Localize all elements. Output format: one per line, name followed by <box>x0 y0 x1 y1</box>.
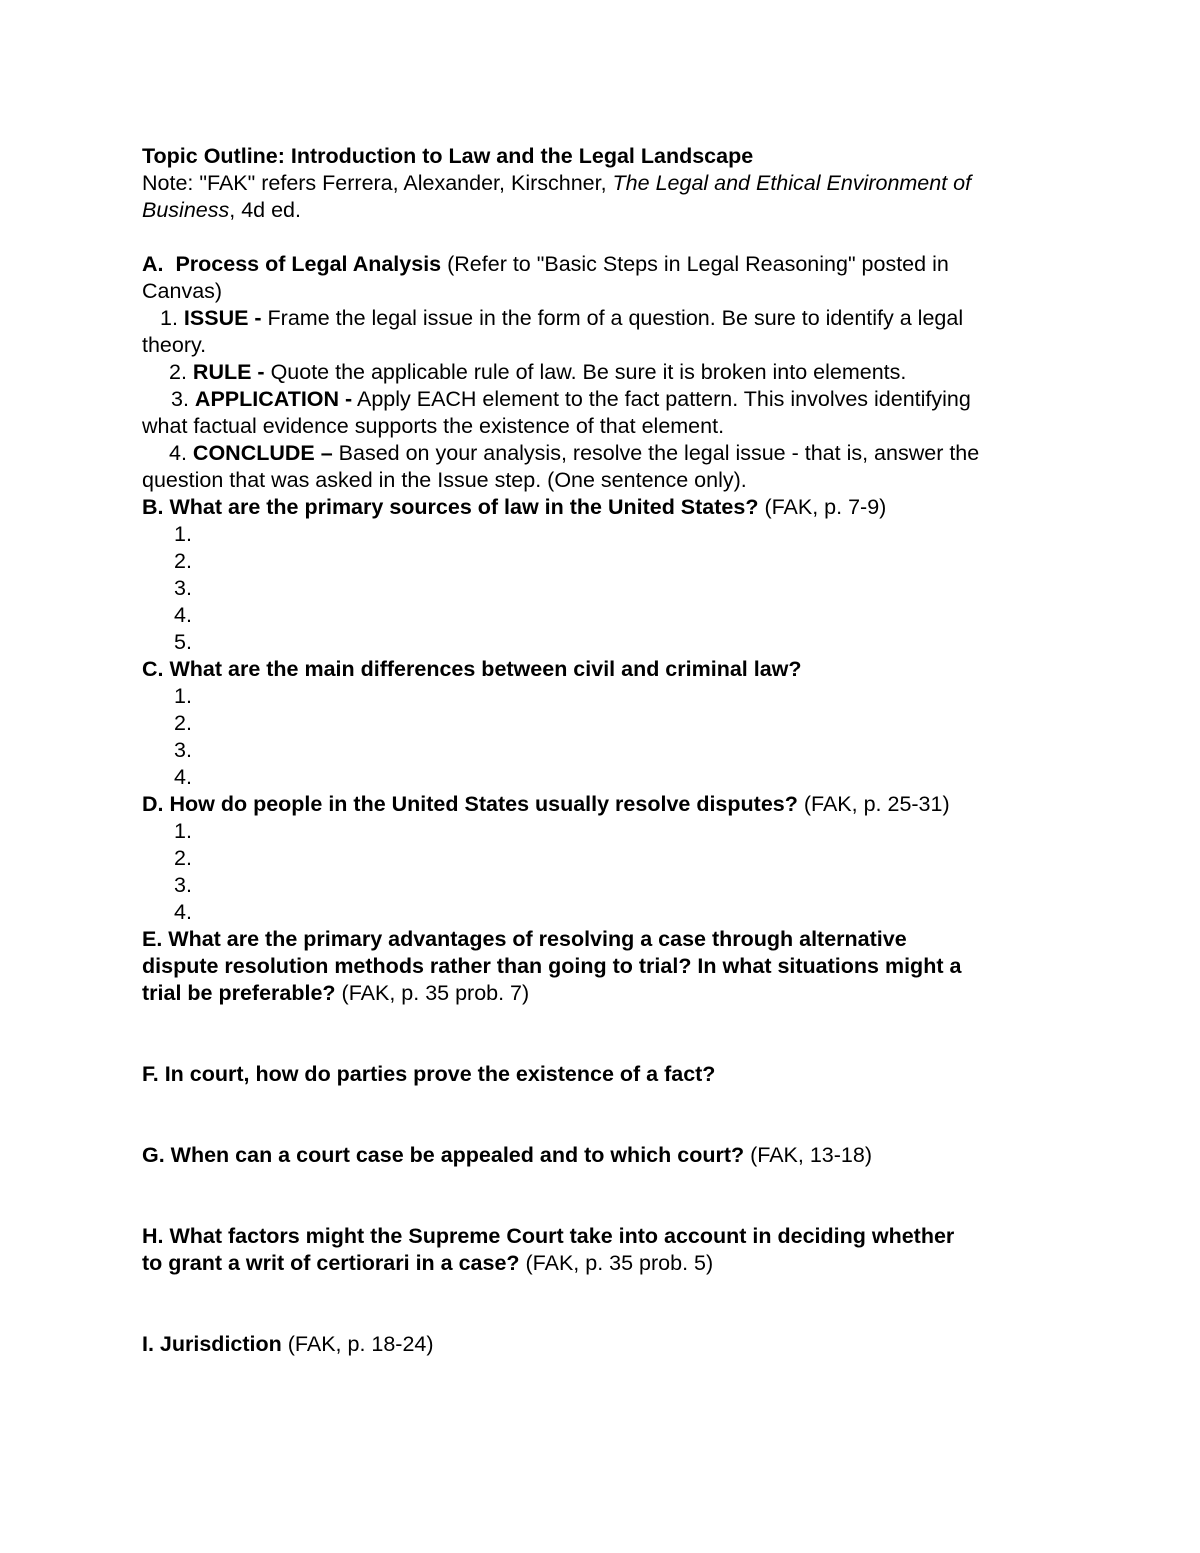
spacer <box>142 1277 1082 1331</box>
step-conclude <box>142 440 1082 467</box>
list-item: 1. <box>174 819 192 843</box>
section-d-ref: (FAK, p. 25-31) <box>797 792 950 816</box>
section-a-ref: (Refer to "Basic Steps in Legal Reasoning" posted in <box>441 252 949 276</box>
section-a-heading <box>142 251 1082 278</box>
step-text: Based on your analysis, resolve the legal issue - that is, answer the <box>332 441 980 465</box>
section-b-ref: (FAK, p. 7-9) <box>758 495 887 519</box>
section-i-ref: (FAK, p. 18-24) <box>281 1332 434 1356</box>
spacer <box>142 1007 1082 1061</box>
note-line-2 <box>142 197 1082 224</box>
list-item: 4. <box>174 603 192 627</box>
section-a-letter: A. <box>142 252 164 276</box>
section-g-ref: (FAK, 13-18) <box>744 1143 872 1167</box>
section-f-heading: F. In court, how do parties prove the existence of a fact? <box>142 1062 716 1086</box>
section-c-heading: C. What are the main differences between civil and criminal law? <box>142 657 802 681</box>
step-issue-cont: theory. <box>142 333 207 357</box>
section-a-title: Process of Legal Analysis <box>175 252 442 276</box>
list-item: 2. <box>174 549 192 573</box>
step-number: 3. <box>171 387 189 411</box>
document-title: Topic Outline: Introduction to Law and the Legal Landscape <box>142 144 754 168</box>
spacer <box>142 224 1082 251</box>
step-application-cont: what factual evidence supports the existence of that element. <box>142 414 725 438</box>
note-suffix: , 4d ed. <box>229 198 301 222</box>
list-item: 3. <box>174 873 192 897</box>
list-item: 1. <box>174 684 192 708</box>
section-h-ref: (FAK, p. 35 prob. 5) <box>519 1251 714 1275</box>
step-application <box>142 386 1082 413</box>
section-g-question: G. When can a court case be appealed and to which court? <box>142 1143 745 1167</box>
step-label: ISSUE - <box>183 306 262 330</box>
step-issue <box>142 305 1082 332</box>
list-item: 3. <box>174 738 192 762</box>
list-item: 3. <box>174 576 192 600</box>
section-e-line-2: dispute resolution methods rather than going to trial? In what situations might a <box>142 954 962 978</box>
spacer <box>142 1088 1082 1142</box>
section-e-line-3 <box>142 980 1082 1007</box>
list-item: 1. <box>174 522 192 546</box>
book-title-part-2: Business <box>142 198 230 222</box>
section-a-ref-cont: Canvas) <box>142 279 223 303</box>
section-e-ref: (FAK, p. 35 prob. 7) <box>335 981 530 1005</box>
list-item: 5. <box>174 630 192 654</box>
section-b-heading <box>142 494 1082 521</box>
step-text: Apply EACH element to the fact pattern. This involves identifying <box>352 387 971 411</box>
spacer <box>142 1169 1082 1223</box>
list-item: 4. <box>174 765 192 789</box>
book-title-part-1: The Legal and Ethical Environment of <box>612 171 972 195</box>
section-h-line-2 <box>142 1250 1082 1277</box>
step-number: 1. <box>160 306 178 330</box>
list-item: 4. <box>174 900 192 924</box>
section-b-question: B. What are the primary sources of law in the United States? <box>142 495 759 519</box>
step-label: APPLICATION - <box>194 387 353 411</box>
section-h-question-end: to grant a writ of certiorari in a case? <box>142 1251 520 1275</box>
section-i-title: I. Jurisdiction <box>142 1332 282 1356</box>
document-page <box>142 143 1082 1358</box>
step-label: RULE - <box>192 360 265 384</box>
section-d-question: D. How do people in the United States usually resolve disputes? <box>142 792 798 816</box>
list-item: 2. <box>174 846 192 870</box>
section-g-heading <box>142 1142 1082 1169</box>
step-conclude-cont: question that was asked in the Issue step. (One sentence only). <box>142 468 747 492</box>
section-e-line-1: E. What are the primary advantages of resolving a case through alternative <box>142 927 907 951</box>
step-text: Quote the applicable rule of law. Be sure it is broken into elements. <box>264 360 907 384</box>
step-number: 2. <box>169 360 187 384</box>
step-text: Frame the legal issue in the form of a question. Be sure to identify a legal <box>261 306 964 330</box>
section-e-question-end: trial be preferable? <box>142 981 336 1005</box>
step-rule <box>142 359 1082 386</box>
section-i-heading <box>142 1331 1082 1358</box>
list-item: 2. <box>174 711 192 735</box>
step-label: CONCLUDE – <box>192 441 333 465</box>
note-line-1 <box>142 170 1082 197</box>
section-h-line-1: H. What factors might the Supreme Court take into account in deciding whether <box>142 1224 955 1248</box>
step-number: 4. <box>169 441 187 465</box>
section-d-heading <box>142 791 1082 818</box>
note-prefix: Note: "FAK" refers Ferrera, Alexander, Kirschner, <box>142 171 613 195</box>
